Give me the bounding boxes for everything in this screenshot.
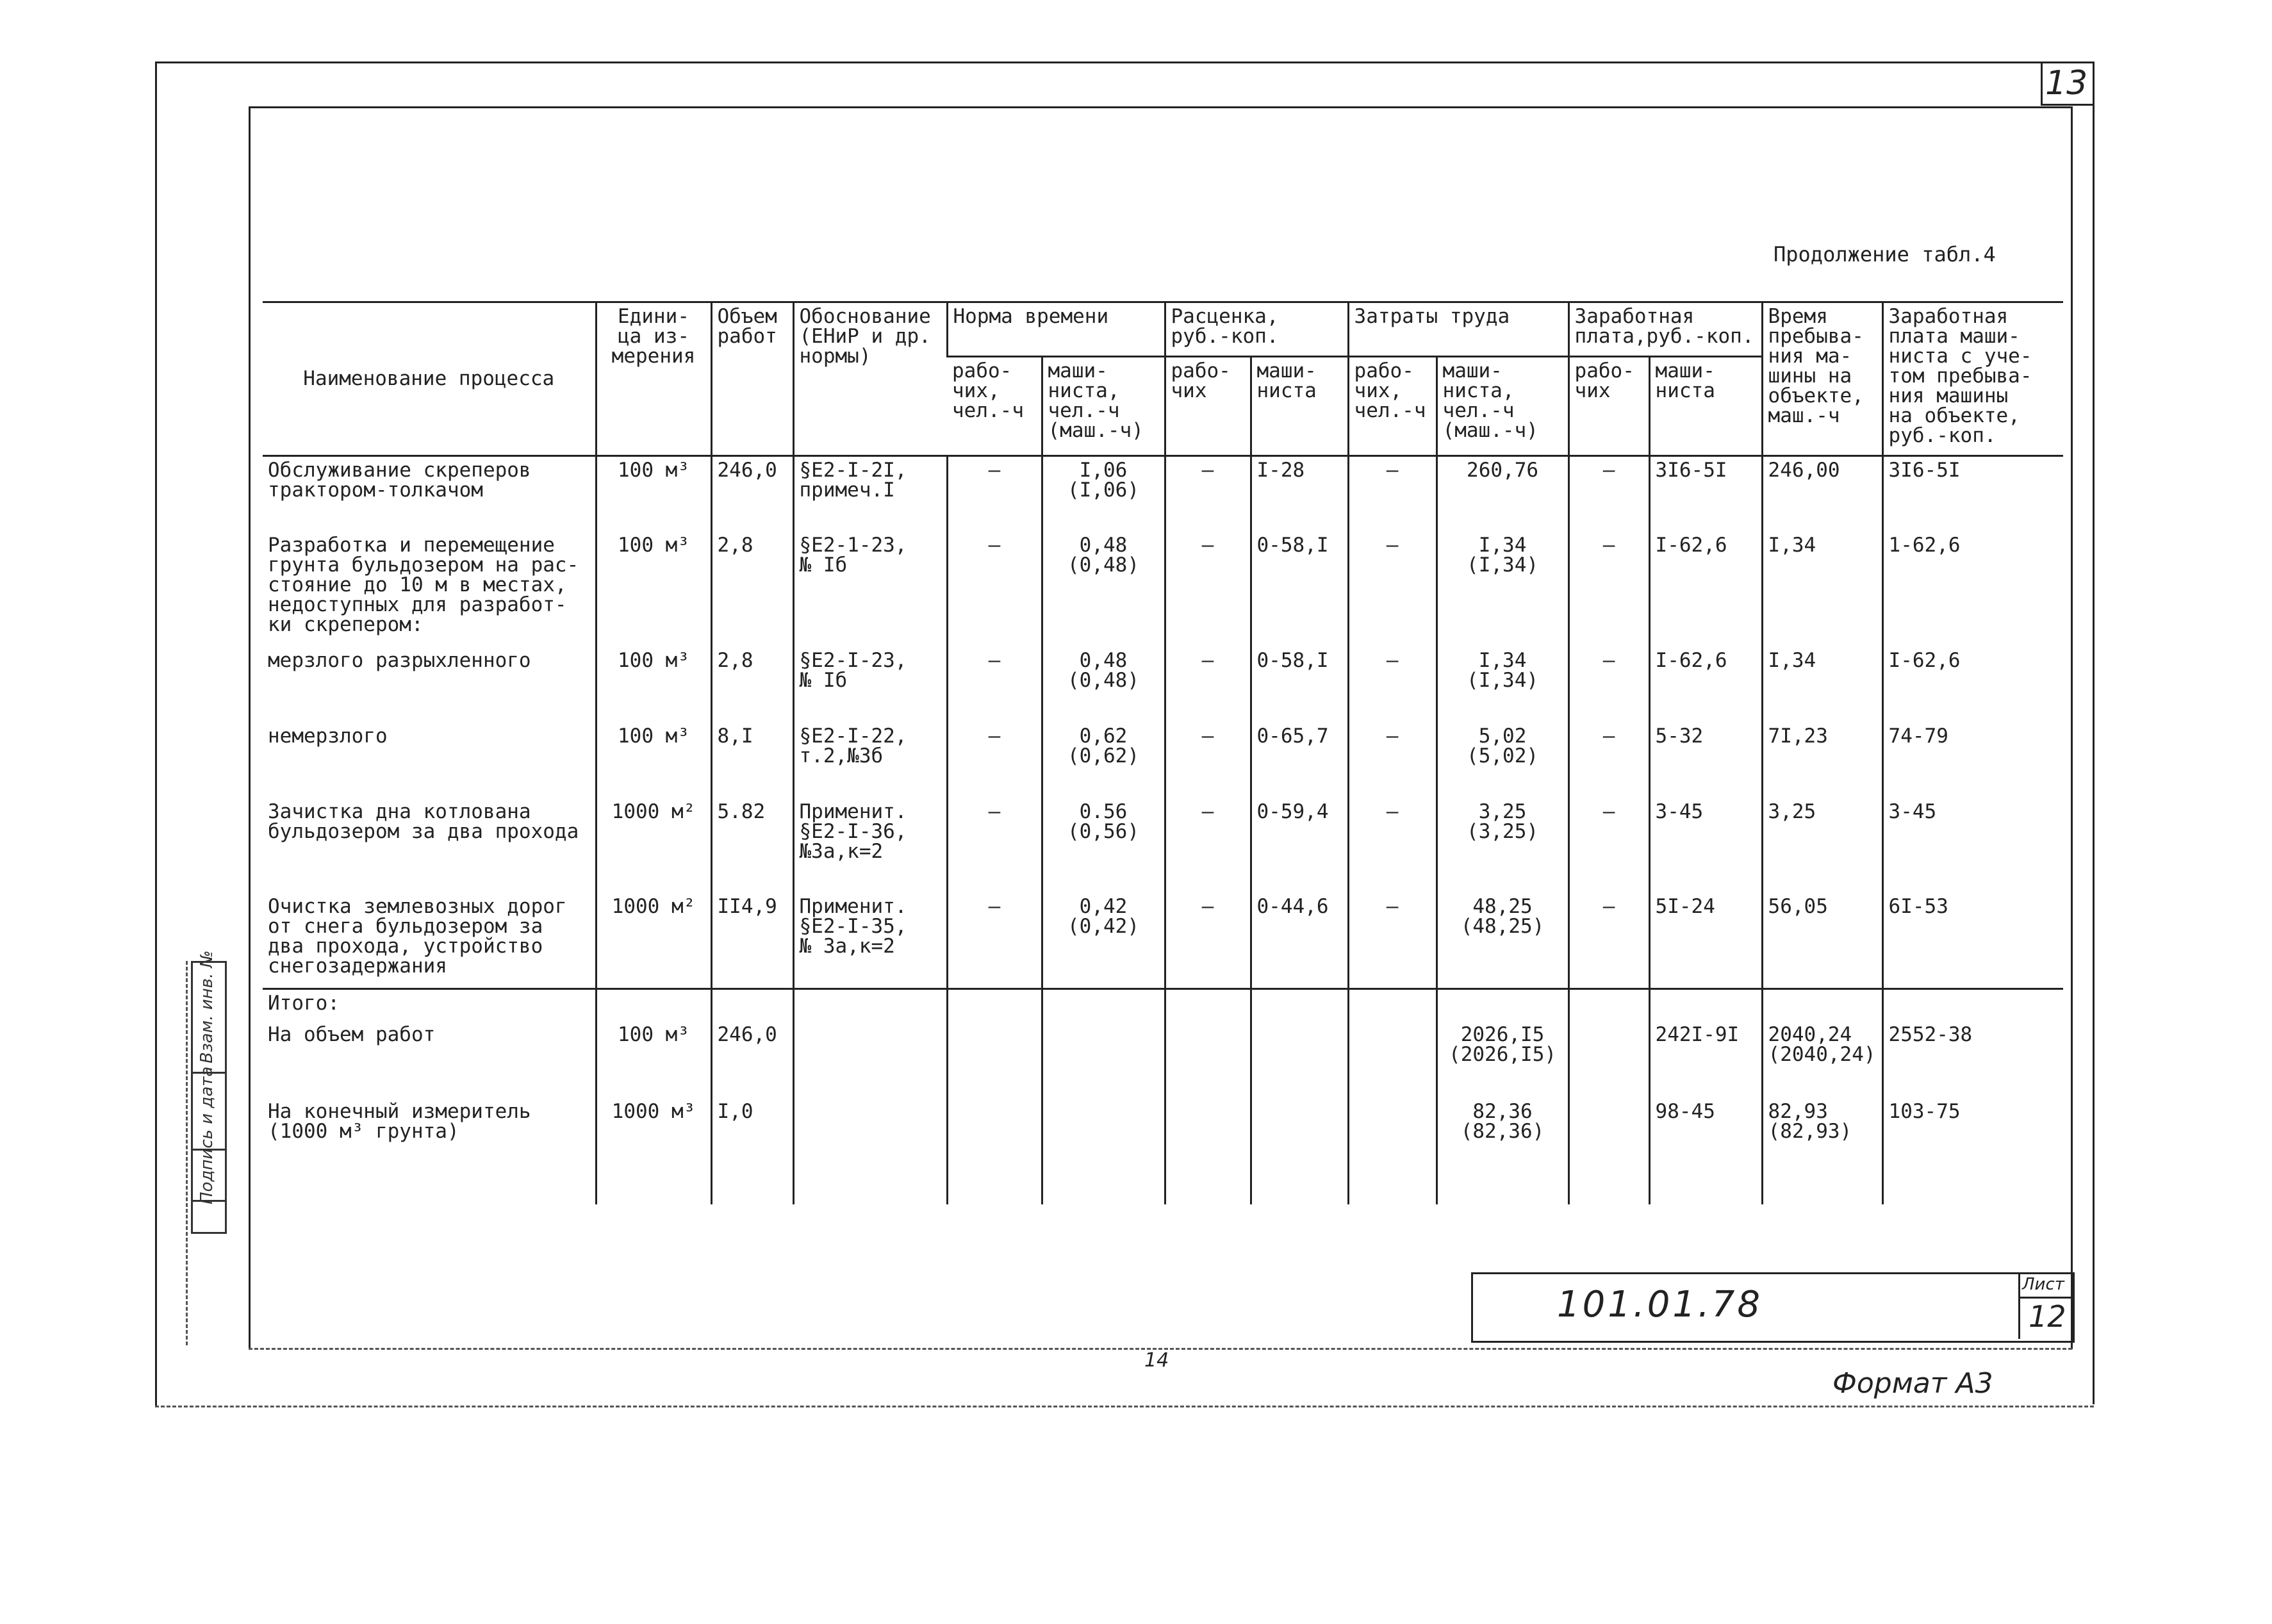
row-rate-machinist: 0-44,6 [1251, 893, 1348, 989]
totals-per-meter-machinist-wage: 103-75 [1882, 1098, 2063, 1205]
table-caption: Продолжение табл.4 [1774, 242, 1996, 267]
row-volume: 2,8 [711, 647, 793, 723]
row-machine-time: 7I,23 [1762, 723, 1882, 798]
row-rate-workers: – [1165, 798, 1251, 893]
row-tn-machinist: 0,42 (0,42) [1042, 893, 1165, 989]
totals-label: Итого: [263, 989, 596, 1021]
totals-per-meter-machine-time: 82,93 (82,93) [1762, 1098, 1882, 1205]
sheet-number: 12 [2029, 1299, 2066, 1334]
row-machinist-wage-total: 3-45 [1882, 798, 2063, 893]
totals-per-volume-machinist-wage: 2552-38 [1882, 1021, 2063, 1098]
totals-label-row [263, 989, 2063, 1021]
row-machine-time: 3,25 [1762, 798, 1882, 893]
side-stamp-inventory: Взам. инв. № [197, 950, 217, 1063]
row-wage-machinist: 5I-24 [1649, 893, 1762, 989]
table-row [263, 456, 2063, 532]
row-basis: §Е2-I-2I, примеч.I [793, 456, 947, 532]
row-labor-machinist: 260,76 [1436, 456, 1568, 532]
row-machine-time: 246,00 [1762, 456, 1882, 532]
totals-per-meter-name: На конечный измеритель (1000 м³ грунта) [268, 1099, 531, 1143]
row-machinist-wage-total: 74-79 [1882, 723, 2063, 798]
row-name: Зачистка дна котлована бульдозером за два прохода [268, 800, 579, 843]
outer-frame-right [2093, 62, 2095, 1404]
inner-frame-top [249, 106, 2072, 108]
row-unit: 100 м³ [596, 647, 711, 723]
header-time-norm-machinist: маши- ниста, чел.-ч (маш.-ч) [1042, 357, 1165, 456]
table-row [263, 532, 2063, 647]
row-volume: 2,8 [711, 532, 793, 647]
row-name: Разработка и перемещение грунта бульдозером на рас- стояние до 10 м в местах, недоступных для разработ- ки скрепером: [268, 533, 579, 636]
row-rate-workers: – [1165, 532, 1251, 647]
row-wage-machinist: I-62,6 [1649, 647, 1762, 723]
row-unit: 1000 м² [596, 893, 711, 989]
table-row [263, 723, 2063, 798]
header-machine-time: Время пребыва- ния ма- шины на объекте, маш.-ч [1762, 302, 1882, 456]
header-basis: Обоснование (ЕНиР и др. нормы) [793, 302, 947, 456]
row-basis: Применит. §Е2-I-35, № 3а,к=2 [793, 893, 947, 989]
row-labor-workers: – [1348, 723, 1436, 798]
row-labor-workers: – [1348, 456, 1436, 532]
row-wage-workers: – [1568, 647, 1649, 723]
row-name: мерзлого разрыхленного [268, 648, 531, 672]
totals-per-meter-volume: I,0 [711, 1098, 793, 1205]
title-block-divider [2018, 1272, 2020, 1339]
header-unit: Едини- ца из- мерения [596, 302, 711, 456]
header-wage-machinist: маши- ниста [1649, 357, 1762, 456]
header-machinist-wage-total: Заработная плата маши- ниста с уче- том пребыва- ния машины на объекте, руб.-коп. [1882, 302, 2063, 456]
table-row [263, 647, 2063, 723]
row-tn-workers: – [947, 532, 1042, 647]
row-unit: 1000 м² [596, 798, 711, 893]
row-labor-workers: – [1348, 647, 1436, 723]
row-wage-machinist: 3-45 [1649, 798, 1762, 893]
totals-per-volume-name: На объем работ [268, 1022, 436, 1046]
row-wage-workers: – [1568, 893, 1649, 989]
row-rate-machinist: 0-59,4 [1251, 798, 1348, 893]
row-wage-workers: – [1568, 456, 1649, 532]
header-rate: Расценка, руб.-коп. [1165, 302, 1348, 357]
header-labor-machinist: маши- ниста, чел.-ч (маш.-ч) [1436, 357, 1568, 456]
row-wage-machinist: 3I6-5I [1649, 456, 1762, 532]
row-machine-time: I,34 [1762, 532, 1882, 647]
totals-per-volume-labor: 2026,I5 (2026,I5) [1436, 1021, 1568, 1098]
row-machine-time: 56,05 [1762, 893, 1882, 989]
inner-frame-left [249, 106, 251, 1349]
row-machinist-wage-total: 3I6-5I [1882, 456, 2063, 532]
row-wage-workers: – [1568, 723, 1649, 798]
sheet-label: Лист [2022, 1275, 2064, 1294]
row-tn-workers: – [947, 893, 1042, 989]
totals-per-meter-row [263, 1098, 2063, 1205]
row-machinist-wage-total: I-62,6 [1882, 647, 2063, 723]
totals-per-volume-row [263, 1021, 2063, 1098]
row-labor-workers: – [1348, 532, 1436, 647]
row-name: Очистка землевозных дорог от снега бульдозером за два прохода, устройство снегозадержания [268, 894, 567, 978]
row-volume: 246,0 [711, 456, 793, 532]
table-row [263, 893, 2063, 989]
row-rate-workers: – [1165, 723, 1251, 798]
header-wage: Заработная плата,руб.-коп. [1568, 302, 1762, 357]
totals-per-volume-machine-time: 2040,24 (2040,24) [1762, 1021, 1882, 1098]
row-rate-workers: – [1165, 456, 1251, 532]
row-labor-workers: – [1348, 798, 1436, 893]
row-machine-time: I,34 [1762, 647, 1882, 723]
row-volume: 8,I [711, 723, 793, 798]
row-wage-machinist: 5-32 [1649, 723, 1762, 798]
row-machinist-wage-total: 6I-53 [1882, 893, 2063, 989]
row-tn-machinist: I,06 (I,06) [1042, 456, 1165, 532]
side-dashed-line [186, 961, 188, 1345]
totals-per-meter-unit: 1000 м³ [596, 1098, 711, 1205]
row-wage-workers: – [1568, 532, 1649, 647]
row-basis: §Е2-I-23, № Iб [793, 647, 947, 723]
row-unit: 100 м³ [596, 532, 711, 647]
header-rate-machinist: маши- ниста [1251, 357, 1348, 456]
outer-frame-left [155, 62, 157, 1407]
header-name: Наименование процесса [263, 302, 596, 456]
table-row [263, 798, 2063, 893]
row-labor-machinist: 3,25 (3,25) [1436, 798, 1568, 893]
header-time-norm-workers: рабо- чих, чел.-ч [947, 357, 1042, 456]
side-stamp-signature: Подпись и дата [197, 1066, 217, 1204]
row-unit: 100 м³ [596, 723, 711, 798]
row-tn-machinist: 0.56 (0,56) [1042, 798, 1165, 893]
totals-per-volume-wage: 242I-9I [1649, 1021, 1762, 1098]
outer-frame-bottom [155, 1406, 2094, 1407]
header-labor: Затраты труда [1348, 302, 1568, 357]
work-table [263, 301, 2063, 1204]
row-basis: Применит. §Е2-I-36, №3а,к=2 [793, 798, 947, 893]
totals-per-volume-volume: 246,0 [711, 1021, 793, 1098]
row-volume: 5.82 [711, 798, 793, 893]
row-tn-workers: – [947, 456, 1042, 532]
page-number-bottom: 14 [1144, 1349, 1169, 1372]
row-tn-machinist: 0,48 (0,48) [1042, 532, 1165, 647]
header-time-norm: Норма времени [947, 302, 1165, 357]
row-rate-machinist: 0-58,I [1251, 532, 1348, 647]
row-labor-machinist: I,34 (I,34) [1436, 647, 1568, 723]
header-volume: Объем работ [711, 302, 793, 456]
corner-page-number: 13 [2045, 64, 2088, 103]
row-rate-machinist: 0-58,I [1251, 647, 1348, 723]
row-wage-workers: – [1568, 798, 1649, 893]
format-label: Формат А3 [1832, 1367, 1993, 1400]
row-machinist-wage-total: 1-62,6 [1882, 532, 2063, 647]
row-name: Обслуживание скреперов трактором-толкачом [268, 459, 531, 502]
row-labor-machinist: I,34 (I,34) [1436, 532, 1568, 647]
row-tn-workers: – [947, 647, 1042, 723]
header-wage-workers: рабо- чих [1568, 357, 1649, 456]
title-block-sheet-divider [2018, 1297, 2072, 1299]
totals-per-meter-wage: 98-45 [1649, 1098, 1762, 1205]
row-tn-workers: – [947, 723, 1042, 798]
outer-frame-top [155, 62, 2094, 63]
row-rate-workers: – [1165, 893, 1251, 989]
totals-per-volume-unit: 100 м³ [596, 1021, 711, 1098]
row-rate-machinist: 0-65,7 [1251, 723, 1348, 798]
row-tn-machinist: 0,62 (0,62) [1042, 723, 1165, 798]
row-rate-machinist: I-28 [1251, 456, 1348, 532]
row-name: немерзлого [268, 724, 388, 748]
row-tn-machinist: 0,48 (0,48) [1042, 647, 1165, 723]
row-basis: §Е2-I-22, т.2,№3б [793, 723, 947, 798]
row-basis: §Е2-1-23, № Iб [793, 532, 947, 647]
row-volume: II4,9 [711, 893, 793, 989]
row-tn-workers: – [947, 798, 1042, 893]
row-wage-machinist: I-62,6 [1649, 532, 1762, 647]
inner-frame-right [2071, 106, 2073, 1349]
row-unit: 100 м³ [596, 456, 711, 532]
document-code: 101.01.78 [1557, 1284, 1763, 1325]
row-labor-machinist: 5,02 (5,02) [1436, 723, 1568, 798]
header-labor-workers: рабо- чих, чел.-ч [1348, 357, 1436, 456]
row-rate-workers: – [1165, 647, 1251, 723]
header-rate-workers: рабо- чих [1165, 357, 1251, 456]
row-labor-workers: – [1348, 893, 1436, 989]
row-labor-machinist: 48,25 (48,25) [1436, 893, 1568, 989]
totals-per-meter-labor: 82,36 (82,36) [1436, 1098, 1568, 1205]
